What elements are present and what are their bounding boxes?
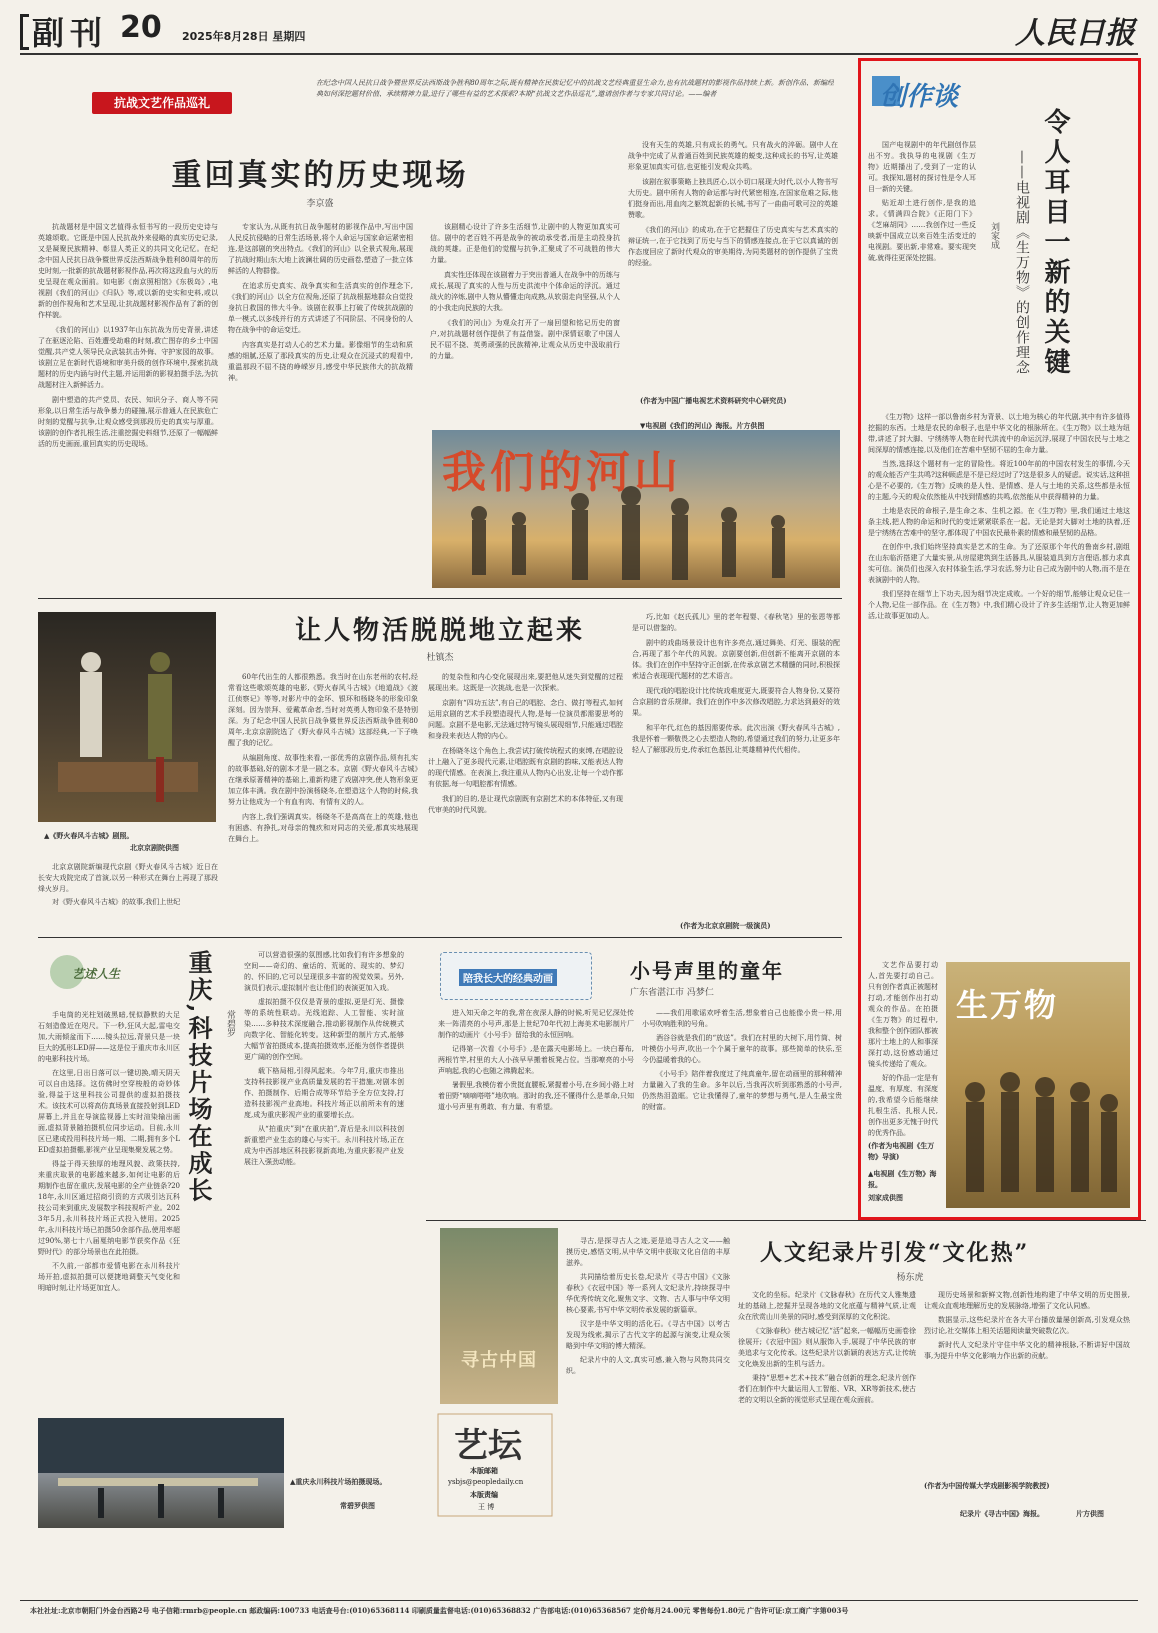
paragraph: 京剧有“四功五法”,有自己的唱腔、念白、做打等程式,如何运用京剧的艺术手段塑造现代人物,是每一位演员都需要思考的问题。京剧不是电影,无法通过特写镜头展现细节,只能通过唱腔和身段来表达人物的内心。 xyxy=(428,699,623,740)
paragraph: 内容真实是打动人心的艺术力量。影像细节的生动和质感的细腻,还原了那段真实的历史,让观众在沉浸式的观看中,重温那段不屈不挠的峥嵘岁月,感受中华民族伟大的抗战精神。 xyxy=(228,341,413,382)
paragraph: 《小号手》陪伴着我度过了纯真童年,留在动画里的那种精神力量融入了我的生命。多年以后,当我再次听到那熟悉的小号声,仍然热泪盈眶。它让我懂得了,童年的梦想与勇气,是人生最宝贵的财富。 xyxy=(642,1070,842,1111)
paragraph: 土地是农民的命根子,是生命之本、生机之源。在《生万物》里,我们通过土地这条主线,把人物的命运和时代的变迁紧紧联系在一起。无论是封大脚对土地的执着,还是宁绣绣在苦难中的坚守,都体现了中国农民最朴素的情感和最坚韧的品格。 xyxy=(868,507,1130,537)
opera-col-3 xyxy=(428,672,623,934)
opera-title: 让人物活脱脱地立起来 xyxy=(294,616,585,646)
feature-col-3 xyxy=(430,222,620,422)
poster-figures xyxy=(946,962,1130,1208)
column-author-note: (作者为电视剧《生万物》导演) xyxy=(868,1141,935,1161)
chongqing-col-1 xyxy=(38,1010,180,1410)
paragraph: 数据显示,这些纪录片在各大平台播放量屡创新高,引发观众热烈讨论,社交媒体上相关话题阅读量突破数亿次。 xyxy=(924,1316,1130,1335)
feature-byline: 李京盛 xyxy=(306,199,334,209)
series-tag-label: 抗战文艺作品巡礼 xyxy=(113,96,210,110)
paragraph: 纪录片中的人文,真实可感,兼入物与风物共同交织。 xyxy=(566,1356,730,1375)
opera-col-2 xyxy=(228,672,418,934)
documentary-photo-credit: 片方供图 xyxy=(1076,1509,1104,1518)
paragraph: 在这里,日出日落可以一键切换,晴天阴天可以自由选择。这仿佛时空穿梭般的奇妙体验,得益于这里科技公司提供的虚拟拍摄技术。该技术可以将高仿真场景直接投射到LED屏幕上,并且在导演监视器上实时渲染输出画面,虚拟背景随拍摄机位同步运动。目前,永川区已建成投用科技片场一期、二期,拥有多个LED虚拟拍摄棚,影视产业呈现集聚发展之势。 xyxy=(38,1069,180,1154)
feature-author-note: (作者为中国广播电视艺术资料研究中心研究员) xyxy=(640,396,787,405)
paragraph: 可以营造很强的氛围感,比如我们有许多想象的空间——奇幻的、童话的、荒诞的、现实的、梦幻的、怀旧的,它可以呈现很多丰富的视觉效果。另外,演员们表示,虚拟制片也让他们的表演更加入戏。 xyxy=(244,951,404,992)
paragraph: 载下格局相,引得风起来。今年7月,重庆市推出支持科技影视产业高质量发展的若干措施,对剧本创作、拍摄制作、后期合成等环节给予全方位支持,打造科技影视产业高地。科技片场正以前所未有的速度,成为重庆影视产业的重要增长点。 xyxy=(244,1067,404,1119)
paragraph: 酒谷谷就是我们的“放送”。我们在村里的大树下,用竹筒、树叶模仿小号声,吹出一个个属于童年的故事。那些简单的快乐,至今仍温暖着我的心。 xyxy=(642,1034,842,1064)
chongqing-photo xyxy=(38,1418,284,1528)
paragraph: 进入知天命之年的我,常在夜深人静的时候,听见记忆深处传来一阵清亮的小号声,那是上世纪70年代初上海美术电影制片厂制作的动画片《小号手》留给我的永恒回响。 xyxy=(438,1009,634,1039)
documentary-photo-caption: 纪录片《寻古中国》海报。 xyxy=(960,1509,1044,1518)
paragraph: 真实性还体现在该剧着力于突出普通人在战争中的历练与成长,展现了真实的人性与历史洪流中个体命运的浮沉。通过战火的淬炼,剧中人物从懵懂走向成熟,从软弱走向坚强,从个人的小我走向民族的大我。 xyxy=(430,271,620,312)
column-poster-image xyxy=(946,962,1130,1208)
chongqing-tag-label: 艺述人生 xyxy=(72,967,121,981)
feature-photo-caption: ▼电视剧《我们的河山》海报。片方供图 xyxy=(640,421,765,430)
documentary-col-2 xyxy=(738,1290,916,1528)
paragraph: 记得第一次看《小号手》,是在露天电影场上。一块白幕布,两根竹竿,村里的大人小孩早早搬着板凳占位。当那嘹亮的小号声响起,我的心也随之沸腾起来。 xyxy=(438,1045,634,1075)
paragraph: 《我们的河山》以1937年山东抗战为历史背景,讲述了在驱逐沦陷、百姓遭受劫难的时刻,救亡图存的乡土中国觉醒,共产党人领导民众武装抗击外侮、守护家园的故事。该剧立足在新时代语境和审美升级的创作环境中,探索抗战题材的历史内涵与时代主题,并运用新的影视拍摄手法,为抗战题材注入新鲜活力。 xyxy=(38,326,218,389)
opera-photo-credit: 北京京剧院供图 xyxy=(130,843,179,852)
paragraph: 该剧精心设计了许多生活细节,让剧中的人物更加真实可信。剧中的老百姓不再是战争的被动承受者,而是主动投身抗战的英雄。正是他们的觉醒与抗争,汇聚成了不可战胜的伟大力量。 xyxy=(430,223,620,264)
feature-poster-image xyxy=(432,430,840,588)
editor-note: 在纪念中国人民抗日战争暨世界反法西斯战争胜利80周年之际,既有精神在民族记忆中的抗战文艺经典重显生命力,也有抗战题材的影视作品持续上新。新创作品、新编经典如何深挖题材价值、承续精神力量,进行了哪些有益的艺术探索?本期“抗战文艺作品巡礼”,邀请创作者与专家共同讨论。——编者 xyxy=(316,79,834,98)
paragraph: 巧,比如《赵氏孤儿》里的老年程婴、《春秋笔》里的张恩等都是可以借鉴的。 xyxy=(632,613,840,632)
paragraph: 我们坚持在细节上下功夫,因为细节决定成败。一个好的细节,能够让观众记住一个人物,记住一部作品。在《生万物》中,我们精心设计了许多生活细节,让人物更加鲜活,让故事更加动人。 xyxy=(868,590,1130,620)
poster-title: 我们的河山 xyxy=(442,447,682,498)
poster-title: 生万物 xyxy=(956,986,1059,1024)
column-tag-label: 创作谈 xyxy=(880,82,959,112)
column-byline: 刘家成 xyxy=(989,222,999,249)
paragraph: 和平年代,红色的基因需要传承。此次出演《野火春风斗古城》,我是怀着一颗敬畏之心去塑造人物的,希望通过我们的努力,让更多年轻人了解那段历史,传承红色基因,让英雄精神代代相传。 xyxy=(632,724,840,754)
childhood-col-1 xyxy=(438,1008,634,1213)
feature-col-1 xyxy=(38,222,218,582)
paragraph: 从编剧角度、故事性来看,一部优秀的京剧作品,须有扎实的故事基础,好的剧本才是一剧之本。京剧《野火春风斗古城》在继承原著精神的基础上,重新构建了戏剧冲突,使人物形象更加立体丰满。我在剧中扮演杨晓冬,在塑造这个人物的时候,我努力让他成为一个有血有肉、有情有义的人。 xyxy=(228,754,418,806)
opera-figures xyxy=(38,612,216,822)
paragraph: 手电筒的光柱划破黑暗,恍似静默的大足石刻造像近在咫尺。下一秒,狂风大起,雷电交加,大雨倾盆而下……镜头拉远,背景只是一块巨大的弧形LED屏——这是位于重庆市永川区的电影科技片场。 xyxy=(38,1011,180,1063)
paragraph: 《我们的河山》的成功,在于它把握住了历史真实与艺术真实的辩证统一,在于它找到了历史与当下的情感连接点,在于它以真诚的创作态度回应了新时代观众的审美期待,为同类题材的创作提供了宝贵的经验。 xyxy=(628,226,838,267)
chongqing-photo-caption: ▲重庆永川科技片场拍摄现场。 xyxy=(290,1477,387,1486)
paragraph: 从“拍重庆”到“在重庆拍”,背后是永川以科技创新重塑产业生态的雄心与实干。永川科技片场,正在成为中西部地区科技影视新高地,为重庆影视产业发展注入强劲动能。 xyxy=(244,1125,404,1166)
paragraph: 得益于得天独厚的地理风貌、政策扶持,来重庆取景的电影越来越多,如何让电影的后期制作也留在重庆,发展电影的全产业链条?2018年,永川区通过招商引资的方式吸引达瓦科技公司来到重庆,发展数字科技视听产业。2023年5月,永川科技片场正式投入使用。2025年,永川科技片场已拍摄50余部作品,使用率超过90%,第七十八届戛纳电影节获奖作品《狂野时代》的部分场景也在此拍摄。 xyxy=(38,1160,180,1256)
column-title: 令人耳目一新的关键 xyxy=(1040,108,1070,378)
opera-col-1 xyxy=(38,862,218,932)
paragraph: 我们的目的,是让现代京剧既有京剧艺术的本体特征,又有现代审美的时代风貌。 xyxy=(428,795,623,814)
childhood-tag-label: 陪我长大的经典动画 xyxy=(459,969,557,986)
yitan-editor-label: 本版责编 xyxy=(470,1490,498,1499)
paragraph: 在创作中,我们始终坚持真实是艺术的生命。为了还原那个年代的鲁南乡村,剧组在山东临沂搭建了大量实景,从房屋建筑到生活器具,从服装道具到方言俚语,都力求真实可信。演员们也深入农村体验生活,学习农活,努力让自己成为剧中的人物,而不是在表演剧中的人物。 xyxy=(868,543,1130,584)
footer-rule xyxy=(20,1600,1138,1601)
paragraph: 共同描绘着历史长卷,纪录片《寻古中国》《文脉春秋》《衣冠中国》等一系列人文纪录片,持续探寻中华优秀传统文化,聚焦文字、文物、古人事与中华文明核心要素,书写中华文明传承发展的新篇章。 xyxy=(566,1273,730,1314)
chongqing-byline: 常碧罗 xyxy=(225,1010,235,1037)
paragraph: ——我们用歌谣欢呼着生活,想象着自己也能像小贵一样,用小号吹响胜利的号角。 xyxy=(642,1009,842,1028)
column-body-top xyxy=(868,140,976,410)
column-subtitle: ——电视剧《生万物》的创作理念 xyxy=(1014,150,1030,375)
page-header xyxy=(20,8,1135,50)
page-number: 20 xyxy=(120,10,162,45)
paragraph: 60年代出生的人都很熟悉。我当时在山东老州的农村,经常看这些歌颂英雄的电影,《野火春风斗古城》《地道战》《渡江侦察记》等等,对影片中的金环、银环和杨晓冬的形象印象深刻。因为崇拜、爱戴革命者,当时对英勇人物印象不是特别深。为了纪念中国人民抗日战争暨世界反法西斯战争胜利80周年,北京京剧院选了《野火春风斗古城》这部经典,一下子唤醒了我的记忆。 xyxy=(228,673,418,747)
paragraph: 现历史场景和新鲜文物,创新性地构建了中华文明的历史图景,让观众直观地理解历史的发展脉络,增强了文化认同感。 xyxy=(924,1291,1130,1310)
opera-photo xyxy=(38,612,216,822)
paragraph: 当然,选择这个题材有一定的冒险性。将近100年前的中国农村发生的事情,今天的观众能否产生共鸣?这种顾虑是不是已经过时了?这是很多人的疑虑。说实话,这种担心是不必要的,《生万物》反映的是人性、是情感、是人与土地的关系,这些都是永恒的主题,今天的观众依然能从中找到情感的共鸣,依然能从中获得精神的力量。 xyxy=(868,460,1130,501)
column-photo-caption: ▲电视剧《生万物》海报。 xyxy=(868,1169,937,1189)
documentary-col-1 xyxy=(566,1236,730,1528)
childhood-col-2 xyxy=(642,1008,842,1213)
yitan-editor: 王 博 xyxy=(478,1503,495,1511)
paragraph: 秉持“思想+艺术+技术”融合创新的理念,纪录片创作者们在制作中大量运用人工智能、VR、XR等新技术,使古老的文明以全新的视觉形式呈现在观众面前。 xyxy=(738,1374,916,1404)
paragraph: 北京京剧院新编现代京剧《野火春风斗古城》近日在长安大戏院完成了首演,以另一种形式在舞台上再现了那段烽火岁月。 xyxy=(38,863,218,893)
section-divider xyxy=(38,598,842,599)
chongqing-title: 重庆,科技片场在成长 xyxy=(184,950,213,1205)
opera-col-4 xyxy=(632,612,840,917)
childhood-title: 小号声里的童年 xyxy=(630,959,784,983)
paragraph: 剧中的戏曲场景设计也有许多亮点,通过舞美、灯光、服装的配合,再现了那个年代的风貌。京剧要创新,但创新不能离开京剧的本体。我们在创作中坚持守正创新,在传承京剧艺术精髓的同时,积极探索适合表现现代题材的艺术语言。 xyxy=(632,639,840,680)
section-name: 副刊 xyxy=(32,14,109,52)
paragraph: 汉字是中华文明的活化石。《寻古中国》以考古发现为线索,揭示了古代文字的起源与演变,让观众领略到中华文明的博大精深。 xyxy=(566,1320,730,1350)
section-divider xyxy=(426,1220,1146,1221)
paragraph: 没有天生的英雄,只有成长的勇气。只有战火的淬砺。剧中人在战争中完成了从普通百姓到民族英雄的蜕变,这种成长的书写,让英雄形象更加真实可信,也更能引发观众共鸣。 xyxy=(628,141,838,171)
section-divider xyxy=(38,937,842,938)
chongqing-col-2 xyxy=(244,950,404,1415)
paragraph: 现代戏的唱腔设计比传统戏难度更大,既要符合人物身份,又要符合京剧的音乐规律。我们在创作中多次修改唱腔,力求达到最好的效果。 xyxy=(632,687,840,717)
paragraph: 专家认为,从既有抗日战争题材的影视作品中,写出中国人民反抗侵略的日常生活场景,将个人命运与国家命运紧密相连,是这部剧的突出特点。《我们的河山》以全景式视角,展现了抗战时期山东大地上波澜壮阔的历史画卷,塑造了一批立体鲜活的人物群像。 xyxy=(228,223,413,275)
paragraph: 虚拟拍摄不仅仅是背景的虚拟,更是灯光、摄像等的系统性联动。光线追踪、人工智能、实时渲染……多种技术深度融合,推动影视制作从传统模式向数字化、智能化转变。这种新型的制片方式,能够大幅节省拍摄成本,提高拍摄效率,还能为创作者提供更广阔的创作空间。 xyxy=(244,998,404,1061)
paragraph: 好的作品一定是有温度、有厚度、有深度的,我希望今后能继续扎根生活、扎根人民,创作出更多无愧于时代的优秀作品。 xyxy=(868,1074,938,1137)
paragraph: 新时代人文纪录片守住中华文化的精神根脉,不断讲好中国故事,为提升中华文化影响力作出新的贡献。 xyxy=(924,1341,1130,1360)
studio-scene xyxy=(38,1418,284,1528)
yitan-logo xyxy=(430,1410,560,1520)
paragraph: 暑假里,我模仿着小贵挺直腰板,紧握着小号,在乡间小路上对着田野“嘀嘀嗒嗒”地吹响。那时的我,还不懂得什么是革命,只知道小号声里有勇敢、有力量、有希望。 xyxy=(438,1081,634,1111)
opera-author-note: (作者为北京京剧院一级演员) xyxy=(680,921,771,930)
feature-title: 重回真实的历史现场 xyxy=(171,158,469,193)
column-tag xyxy=(872,72,972,118)
childhood-tag xyxy=(440,952,592,1000)
paragraph: 在追求历史真实、战争真实和生活真实的创作理念下,《我们的河山》以全方位视角,还原了抗战根据地群众自觉投身抗日救国的伟大斗争。该剧在叙事上打破了传统抗战剧的单一模式,以多线并行的方式讲述了不同阶层、不同身份的人物在战争中的命运变迁。 xyxy=(228,282,413,334)
paragraph: 文艺作品要打动人,首先要打动自己。只有创作者真正被题材打动,才能创作出打动观众的作品。在拍摄《生万物》的过程中,我和整个创作团队都被那片土地上的人和事深深打动,这份感动通过镜头传递给了观众。 xyxy=(868,961,938,1068)
feature-col-2 xyxy=(228,222,413,582)
masthead-logo: 人民日报 xyxy=(1015,16,1135,51)
issue-date: 2025年8月28日 星期四 xyxy=(182,30,306,43)
paragraph: 贴近却土进行创作,是我的追求。《情满四合院》《正阳门下》《芝麻胡同》……我创作过一些反映新中国成立以来百姓生活变迁的电视剧。要出新,非常难。要实现突破,就得往更深处挖掘。 xyxy=(868,199,976,262)
chongqing-tag xyxy=(42,955,162,995)
column-body-bottom xyxy=(868,960,938,1137)
paragraph: 《文脉春秋》使古城记忆“活”起来,一幅幅历史画卷徐徐展开;《衣冠中国》则从服饰入手,展现了中华民族的审美追求与文化传承。这些纪录片以新颖的表达方式,让传统文化焕发出新的生机与活力。 xyxy=(738,1327,916,1368)
opera-byline: 杜镇杰 xyxy=(426,653,454,663)
childhood-byline: 广东省湛江市 冯梦仁 xyxy=(630,988,714,998)
feature-col-4 xyxy=(628,140,838,390)
paragraph: 不久前,一部都市爱情电影在永川科技片场开拍,虚拟拍摄可以便捷地调整天气变化和明暗时刻,让片场更加宜人。 xyxy=(38,1262,180,1292)
yitan-logo-text: 艺坛 xyxy=(454,1426,522,1466)
paragraph: 文化的坐标。纪录片《文脉春秋》在历代文人雅集遗址的基础上,挖掘并呈现各地的文化底蕴与精神气质,让观众在欣赏山川美景的同时,感受到深厚的文化积淀。 xyxy=(738,1291,916,1321)
documentary-title: 人文纪录片引发“文化热” xyxy=(760,1240,1030,1266)
paragraph: 对《野火春风斗古城》的故事,我们上世纪 xyxy=(52,898,181,906)
poster-title: 寻古中国 xyxy=(461,1350,537,1371)
paragraph: 的复杂性和内心变化展现出来,要把他从迷失到觉醒的过程展现出来。这既是一次挑战,也是一次探索。 xyxy=(428,673,623,692)
header-bracket xyxy=(20,14,29,50)
paragraph: 抗战题材是中国文艺值得永恒书写的一段历史史诗与英雄颂歌。它既是中国人民抗战外来侵略的真实历史记录,又是凝聚民族精神、彰显人类正义的共同文化记忆。在纪念中国人民抗日战争暨世界反法西斯战争胜利80周年的历史时刻,一批新的抗战题材影视作品,再次将这段血与火的历史呈现在观众面前。如电影《南京照相馆》《东极岛》,电视剧《我们的河山》《归队》等,或以新的史实和史料,或以新的创作视角和艺术呈现,让抗战题材影视作品有了新的创作样貌。 xyxy=(38,223,218,319)
paragraph: 在杨晓冬这个角色上,我尝试打破传统程式的束缚,在唱腔设计上融入了更多现代元素,让唱腔既有京剧的韵味,又能表达人物的现代情感。在表演上,我注重从人物内心出发,让每一个动作都有依据,每一句唱腔都有情感。 xyxy=(428,747,623,788)
footer-info: 本社社址:北京市朝阳门外金台西路2号 电子信箱:rmrb@people.cn 邮政编码:100733 电话查号台:(010)65368114 印刷质量监督电话:(010)65368832 广告部电话:(010)65368567 定价每月24.00元 零售每份1.80元 广告许可证:京工商广字第003号 xyxy=(30,1606,849,1615)
header-rule xyxy=(20,53,1138,55)
paragraph: 内容上,我们强调真实。杨晓冬不是高高在上的英雄,他也有困惑、有挣扎,对母亲的愧疚和对同志的关爱,都真实地展现在舞台上。 xyxy=(228,813,418,843)
paragraph: 《生万物》这样一部以鲁南乡村为背景、以土地为核心的年代剧,其中有许多值得挖掘的东西。土地是农民的命根子,也是中华文化的根脉所在。《生万物》以土地为纽带,讲述了封大脚、宁绣绣等人物在时代洪流中的命运沉浮,展现了中国农民与土地之间深厚的情感连接,以及他们在苦难中坚韧不屈的生命力量。 xyxy=(868,413,1130,454)
paragraph: 寻古,是探寻古人之迹,更是追寻古人之文——触摸历史,感悟文明,从中华文明中获取文化自信的丰厚滋养。 xyxy=(566,1237,730,1267)
series-tag xyxy=(92,92,232,114)
documentary-byline: 杨东虎 xyxy=(896,1273,924,1283)
column-body-main xyxy=(868,412,1130,957)
paragraph: 国产电视剧中的年代剧创作层出不穷。我执导的电视剧《生万物》近期播出了,受到了一定的认可。我探知,题材的探讨性是令人耳目一新的关键。 xyxy=(868,141,976,193)
documentary-poster xyxy=(440,1228,558,1404)
documentary-author-note: (作者为中国传媒大学戏剧影视学院教授) xyxy=(924,1481,1050,1490)
yitan-email-label: 本版邮箱 xyxy=(470,1466,498,1475)
paragraph: 《我们的河山》为观众打开了一扇回望和铭记历史的窗户,对抗战题材创作提供了有益借鉴。剧中深情讴歌了中国人民不屈不挠、英勇顽强的民族精神,让观众从历史中汲取前行的力量。 xyxy=(430,319,620,360)
documentary-col-3 xyxy=(924,1290,1130,1470)
yitan-email: ysbjs@peopledaily.cn xyxy=(448,1478,524,1486)
opera-photo-caption: ▲《野火春风斗古城》剧照。 xyxy=(44,831,134,840)
paragraph: 剧中塑造的共产党员、农民、知识分子、商人等不同形象,以日常生活与战争暴力的碰撞,展示普通人在民族危亡时刻的觉醒与抗争,让观众感受到那段历史的真实与厚重。该剧的创作者扎根生活,注重挖掘史料细节,还原了一幅幅鲜活的历史画面,重回真实的历史现场。 xyxy=(38,396,218,448)
column-photo-credit: 刘家成供图 xyxy=(868,1193,903,1202)
chongqing-photo-credit: 常碧罗供图 xyxy=(340,1501,375,1510)
paragraph: 该剧在叙事策略上独具匠心,以小切口展现大时代,以小人物书写大历史。剧中所有人物的命运都与时代紧密相连,在国家危难之际,他们挺身而出,用血肉之躯筑起新的长城,书写了一曲曲可歌可泣的英雄赞歌。 xyxy=(628,178,838,219)
